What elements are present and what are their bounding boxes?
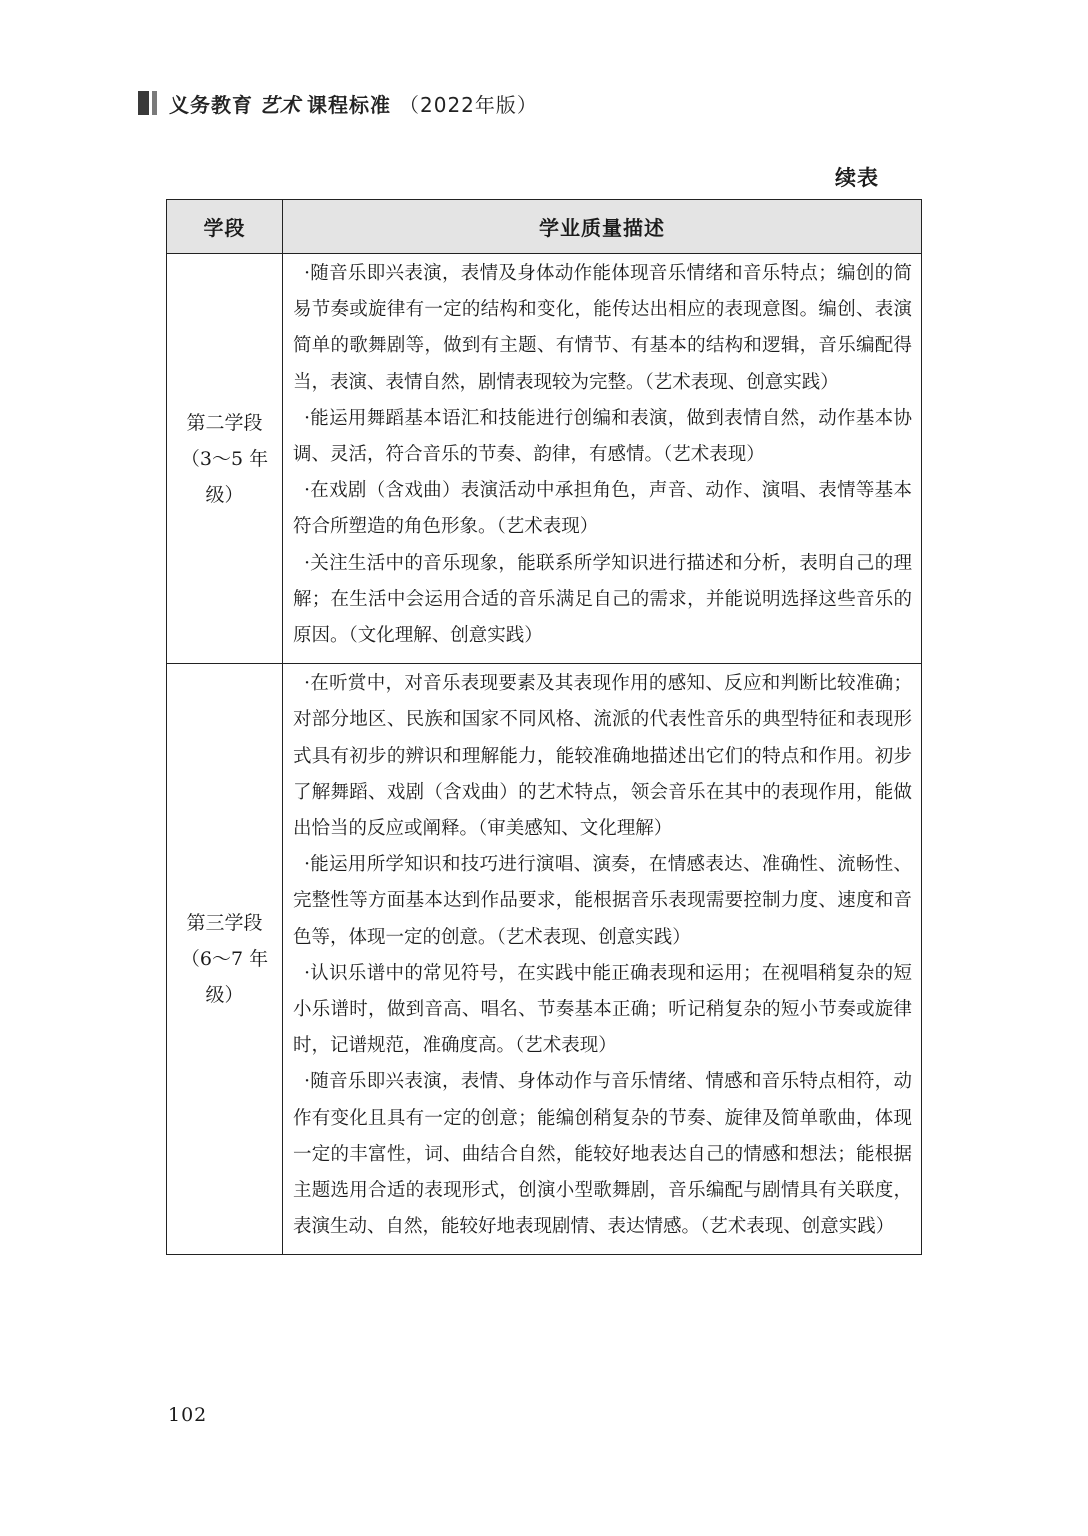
book-title-italic: 艺术 (259, 92, 301, 117)
stage-name: 第三学段 (186, 912, 263, 935)
column-header-stage: 学段 (167, 200, 283, 254)
book-title-part2: 课程标准 (307, 92, 391, 117)
stage-cell (167, 664, 283, 1255)
table-row (167, 254, 922, 664)
description-item: ·在戏剧（含戏曲）表演活动中承担角色，声音、动作、演唱、表情等基本符合所塑造的角色形象。（艺术表现） (293, 480, 912, 538)
header-bar-mark (138, 91, 157, 115)
description-item: ·关注生活中的音乐现象，能联系所学知识进行描述和分析，表明自己的理解；在生活中会运用合适的音乐满足自己的需求，并能说明选择这些音乐的原因。（文化理解、创意实践） (293, 552, 912, 647)
description-item: ·能运用所学知识和技巧进行演唱、演奏，在情感表达、准确性、流畅性、完整性等方面基本达到作品要求，能根据音乐表现需要控制力度、速度和音色等，体现一定的创意。（艺术表现、创意实践） (293, 854, 912, 948)
column-header-description: 学业质量描述 (283, 200, 922, 254)
description-item: ·在听赏中，对音乐表现要素及其表现作用的感知、反应和判断比较准确；对部分地区、民族和国家不同风格、流派的代表性音乐的典型特征和表现形式具有初步的辨识和理解能力，能较准确地描述出它们的特点和作用。初步了解舞蹈、戏剧（含戏曲）的艺术特点，领会音乐在其中的表现作用，能做出恰当的反应或阐释。（审美感知、文化理解） (293, 673, 912, 840)
description-item: ·能运用舞蹈基本语汇和技能进行创编和表演，做到表情自然，动作基本协调、灵活，符合音乐的节奏、韵律，有感情。（艺术表现） (293, 407, 912, 466)
table-header-row (167, 200, 922, 254)
description-item: ·随音乐即兴表演，表情及身体动作能体现音乐情绪和音乐特点；编创的简易节奏或旋律有一定的结构和变化，能传达出相应的表现意图。编创、表演简单的歌舞剧等，做到有主题、有情节、有基本的结构和逻辑，音乐编配得当，表演、表情自然，剧情表现较为完整。（艺术表现、创意实践） (293, 263, 912, 393)
continued-label: 续表 (835, 166, 879, 190)
description-item: ·认识乐谱中的常见符号，在实践中能正确表现和运用；在视唱稍复杂的短小乐谱时，做到音高、唱名、节奏基本正确；听记稍复杂的短小节奏或旋律时，记谱规范，准确度高。（艺术表现） (293, 962, 912, 1057)
stage-grades: （6～7 年级） (180, 948, 269, 1007)
stage-grades: （3～5 年级） (180, 447, 269, 506)
table-row (167, 664, 922, 1255)
stage-cell (167, 254, 283, 664)
stage-name: 第二学段 (186, 411, 263, 434)
running-header (138, 88, 538, 118)
book-edition: （2022年版） (399, 92, 538, 117)
book-title-part1: 义务教育 (169, 92, 253, 117)
page-number: 102 (168, 1404, 208, 1426)
description-cell (283, 254, 922, 664)
description-cell (283, 664, 922, 1255)
book-title (169, 89, 538, 118)
quality-table (166, 199, 922, 1255)
description-item: ·随音乐即兴表演，表情、身体动作与音乐情绪、情感和音乐特点相符，动作有变化且具有一定的创意；能编创稍复杂的节奏、旋律及简单歌曲，体现一定的丰富性，词、曲结合自然，能较好地表达自己的情感和想法；能根据主题选用合适的表现形式，创演小型歌舞剧，音乐编配与剧情具有关联度，表演生动、自然，能较好地表现剧情、表达情感。（艺术表现、创意实践） (293, 1071, 912, 1238)
